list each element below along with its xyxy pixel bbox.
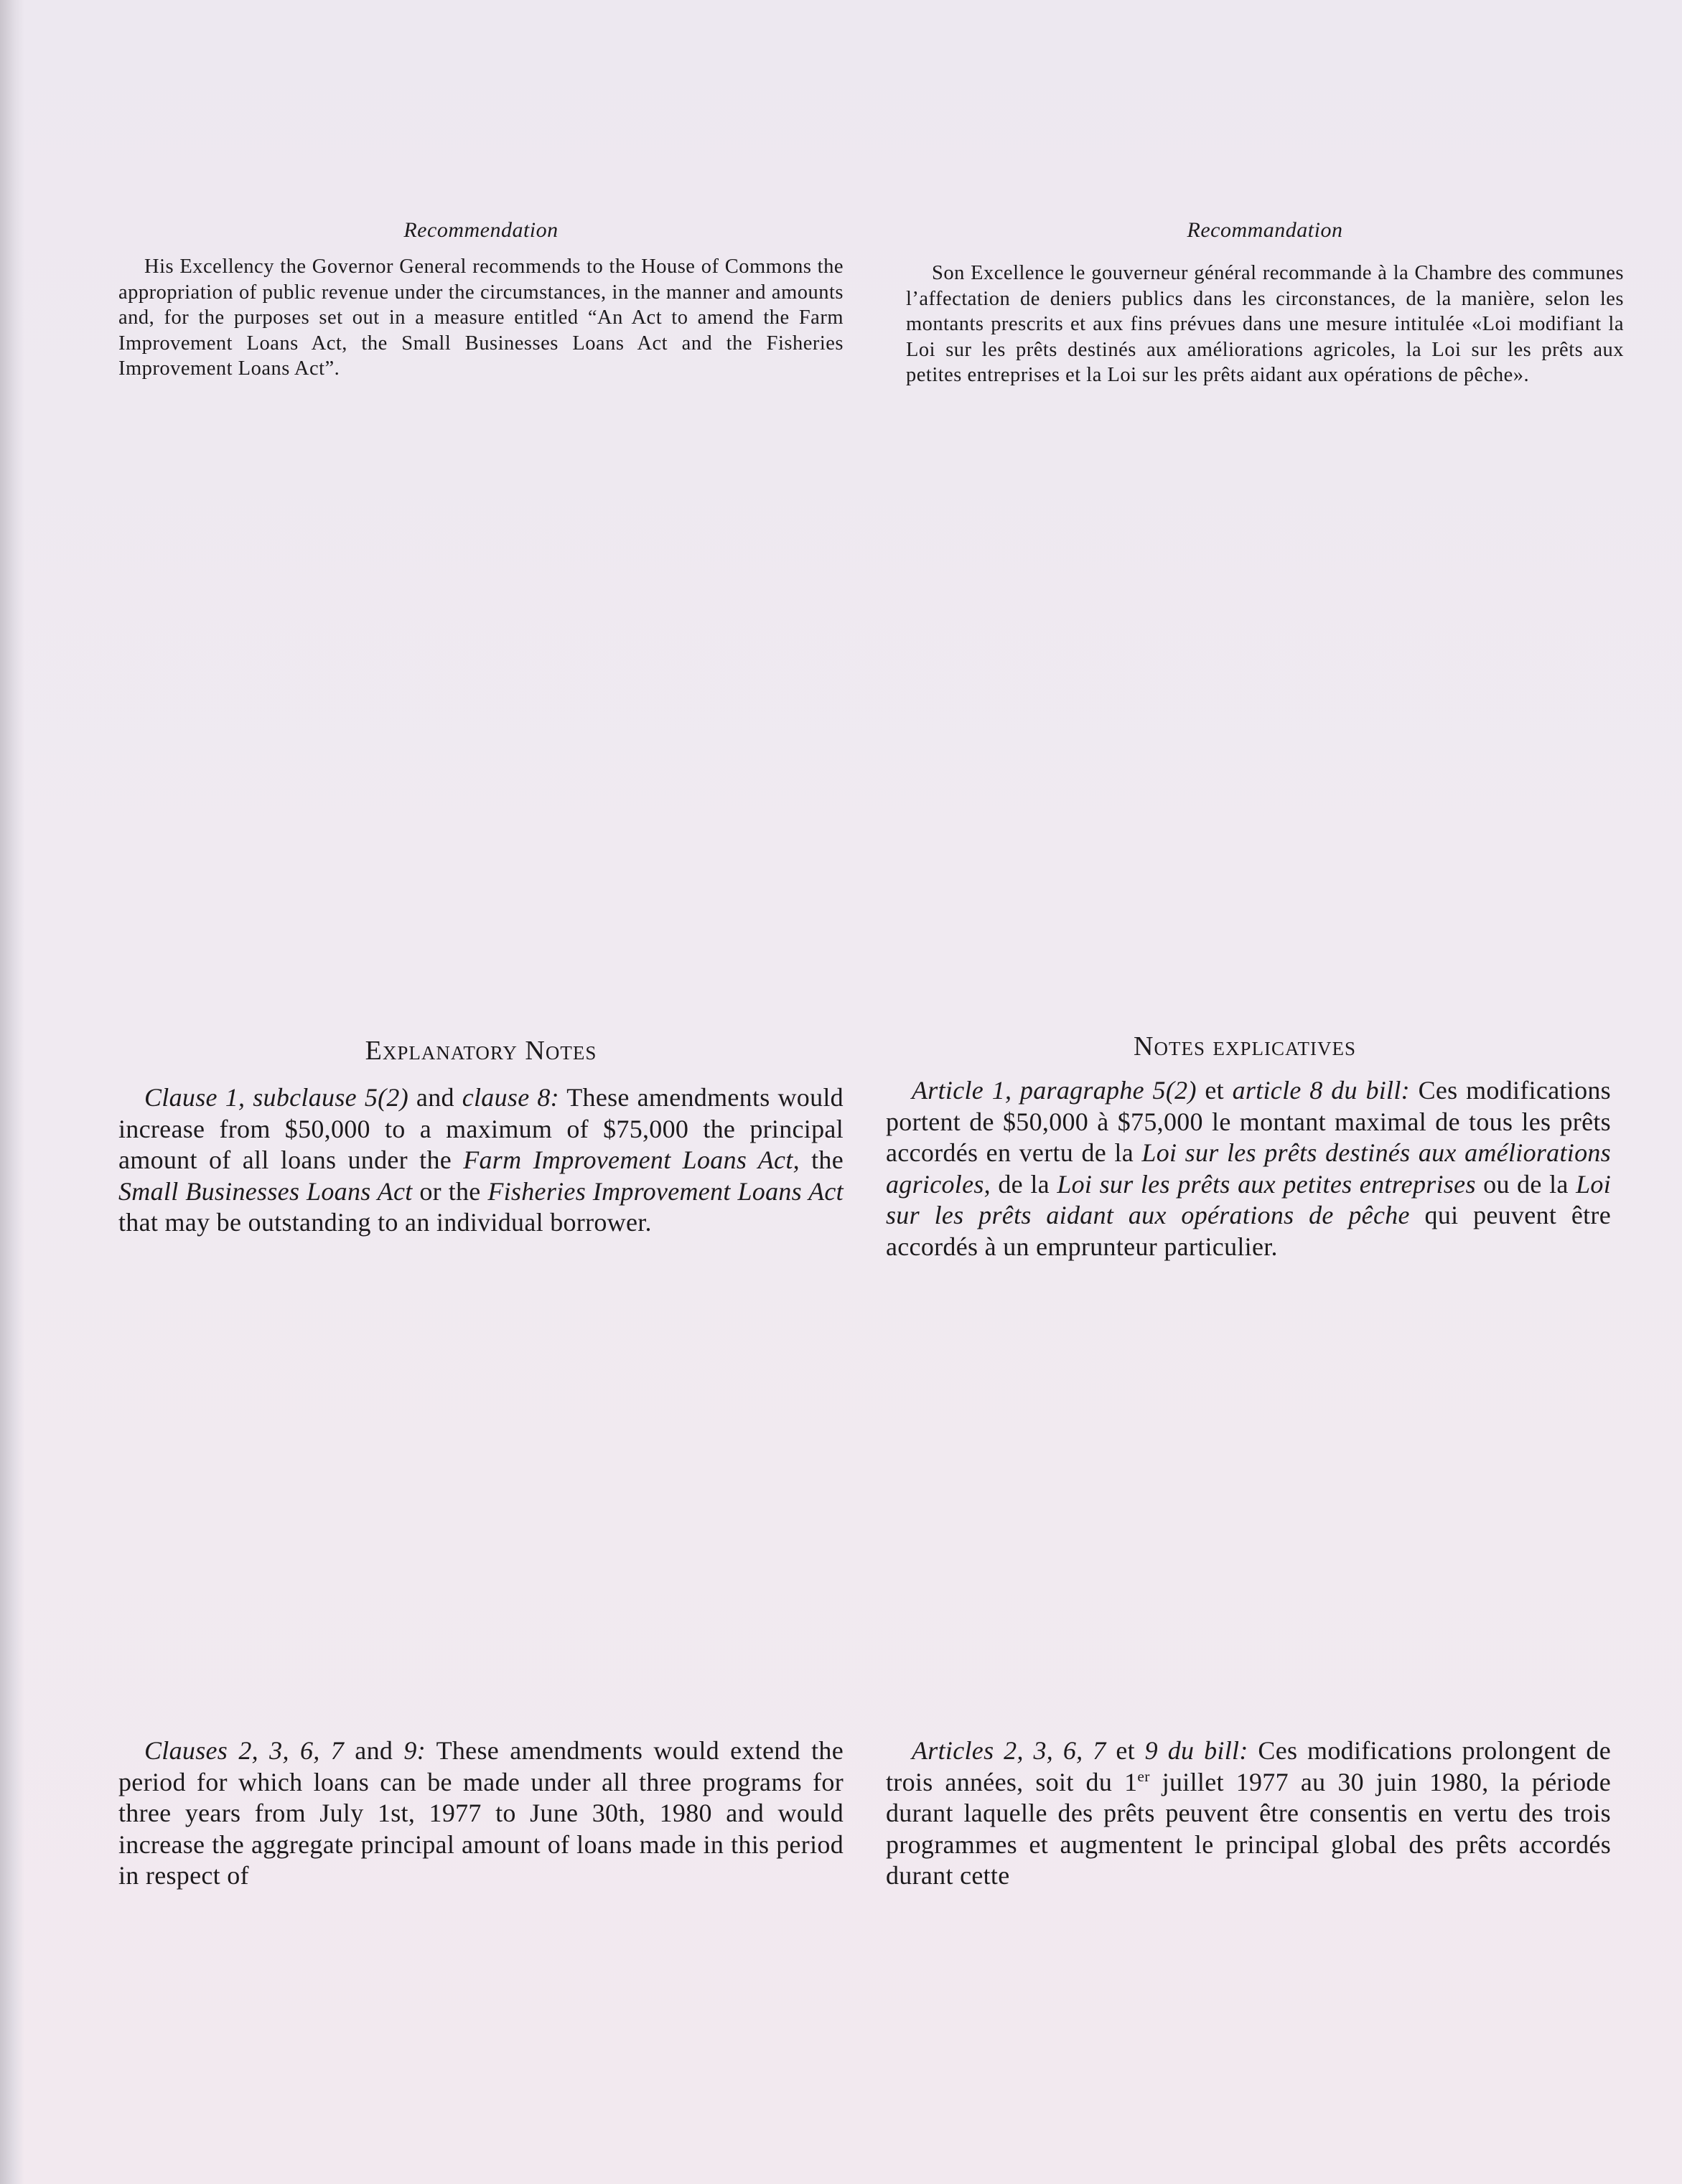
note-lead-clause: Articles 2, 3, 6, 7 [912,1736,1106,1765]
note-text: de la [990,1169,1057,1199]
recommendation-heading-en: Recommendation [403,218,559,242]
note-text: Ces modifications prolongent de trois années, soit du 1 [886,1736,1611,1796]
recommendation-text-en [118,254,844,382]
note-conjunction: et [1106,1736,1145,1765]
note-lead-clause: 9: [403,1736,426,1765]
note-conjunction: and [344,1736,404,1765]
note-text: or the [412,1176,488,1206]
note-text: These amendments would increase from $50,000 to a maximum of $75,000 the principal amount of all loans under the [118,1083,844,1174]
note-lead-clause: Clause 1, subclause 5(2) [144,1083,408,1112]
note-conjunction: and [408,1083,462,1112]
explanatory-note-2-en-paragraph [118,1735,844,1892]
explanatory-note-1-en-paragraph [118,1082,844,1239]
explanatory-note-1-fr [886,1075,1611,1262]
explanatory-note-2-en [118,1735,844,1892]
explanatory-notes-heading-fr: Notes explicatives [1134,1031,1356,1061]
explanatory-note-2-fr-paragraph [886,1735,1611,1892]
act-title: Fisheries Improvement Loans Act [487,1176,844,1206]
explanatory-note-1-en [118,1082,844,1239]
recommendation-heading-fr: Recommandation [1187,218,1343,242]
note-lead-clause: Article 1, paragraphe 5(2) [912,1076,1197,1105]
explanatory-notes-heading-en: Explanatory Notes [365,1036,597,1066]
note-lead-clause: clause 8: [462,1083,559,1112]
note-text: that may be outstanding to an individual borrower. [118,1208,652,1237]
act-title: Farm Improvement Loans Act, [463,1145,800,1174]
note-text: These amendments would extend the period for which loans can be made under all three programs for three years from July 1st, 1977 to June 30th, 1980 and would increase the aggregate principal amount of loans made in this period in respect of [118,1736,844,1890]
note-lead-clause: Clauses 2, 3, 6, 7 [144,1736,345,1765]
act-title: Loi sur les prêts aux petites entreprises [1057,1169,1476,1199]
note-text: the [799,1145,844,1174]
note-text: qui peuvent être accordés à un emprunteur particulier. [886,1201,1611,1261]
recommendation-text-fr [906,261,1624,388]
ordinal-superscript: er [1137,1767,1150,1785]
recommendation-paragraph-fr: Son Excellence le gouverneur général recommande à la Chambre des communes l’affectation de deniers publics dans les circonstances, de la manière, selon les montants prescrits et aux fins prévues dans une mesure intitulée «Loi modifiant la Loi sur les prêts destinés aux améliorations agricoles, la Loi sur les prêts aux petites entreprises et la Loi sur les prêts aidant aux opérations de pêche». [906,262,1624,386]
explanatory-note-2-fr [886,1735,1611,1892]
note-text: juillet 1977 au 30 juin 1980, la période durant laquelle des prêts peuvent être consentis en vertu des trois programmes et augmentent le principal global des prêts accordés durant cette [886,1767,1611,1890]
act-title: Loi sur les prêts aidant aux opérations de pêche [886,1169,1612,1229]
explanatory-note-1-fr-paragraph [886,1075,1611,1262]
binding-shadow [0,0,24,2184]
act-title: Loi sur les prêts destinés aux améliorations agricoles, [886,1138,1611,1199]
recommendation-paragraph-en: His Excellency the Governor General recommends to the House of Commons the appropriation of public revenue under the circumstances, in the manner and amounts and, for the purposes set out in a measure entitled “An Act to amend the Farm Improvement Loans Act, the Small Businesses Loans Act and the Fisheries Improvement Loans Act”. [118,256,844,380]
note-text: ou de la [1475,1169,1576,1199]
note-lead-clause: 9 du bill: [1144,1736,1248,1765]
note-conjunction: et [1196,1076,1233,1105]
note-lead-clause: article 8 du bill: [1232,1076,1410,1105]
act-title: Small Businesses Loans Act [118,1176,413,1206]
note-text: Ces modifications portent de $50,000 à $75,000 le montant maximal de tous les prêts accordés en vertu de la [886,1076,1611,1167]
